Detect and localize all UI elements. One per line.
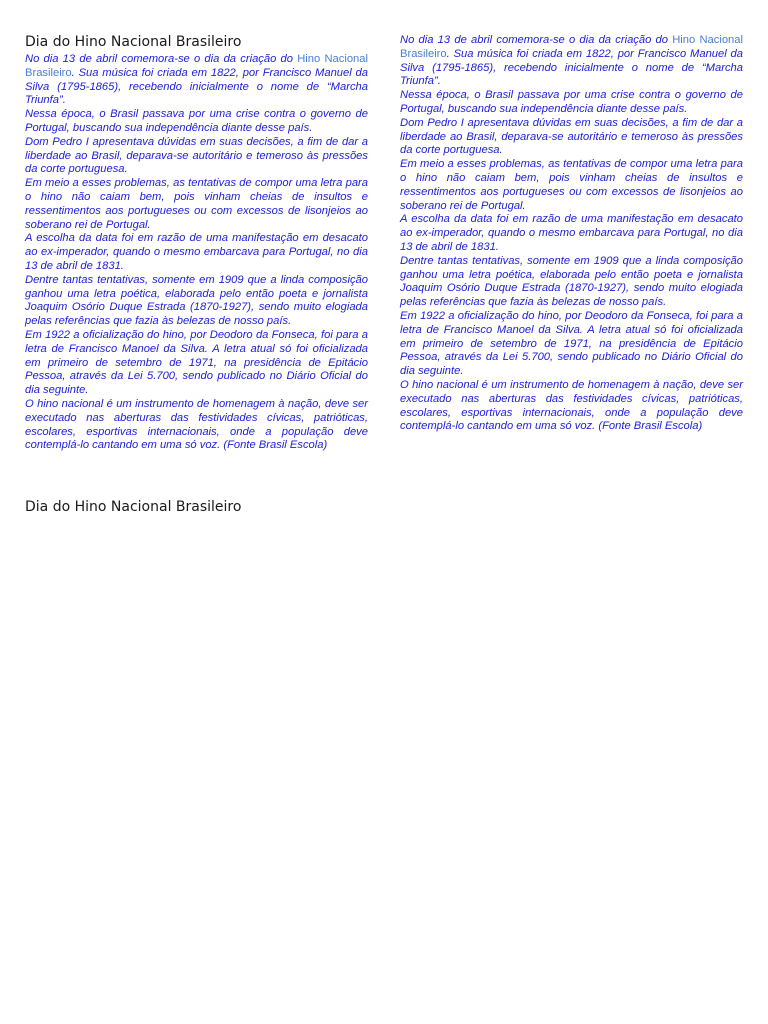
paragraph-8: O hino nacional é um instrumento de homenagem à nação, deve ser executado nas aberturas das festividades cívicas, patrióticas, escolares, esportivas internacionais, onde a população deve contemplá-lo cantando em uma só voz. (Fonte Brasil Escola)	[25, 397, 368, 452]
paragraph-1	[400, 34, 743, 89]
paragraph-6: Dentre tantas tentativas, somente em 1909 que a linda composição ganhou uma letra poética, elaborada pelo então poeta e jornalista Joaquim Osório Duque Estrada (1870-1927), sendo muito elogiada pelas referências que fazia às belezas de nosso país.	[25, 273, 368, 328]
paragraph-7: Em 1922 a oficialização do hino, por Deodoro da Fonseca, foi para a letra de Francisco Manoel da Silva. A letra atual só foi oficializada em primeiro de setembro de 1971, na presidência de Epitácio Pessoa, através da Lei 5.700, sendo publicado no Diário Oficial do dia seguinte.	[25, 328, 368, 397]
hino-link[interactable]: Hino Nacional Brasileiro	[400, 34, 743, 60]
paragraph-7: Em 1922 a oficialização do hino, por Deodoro da Fonseca, foi para a letra de Francisco Manoel da Silva. A letra atual só foi oficializada em primeiro de setembro de 1971, na presidência de Epitácio Pessoa, através da Lei 5.700, sendo publicado no Diário Oficial do dia seguinte.	[400, 309, 743, 378]
p1-text-before: No dia 13 de abril comemora-se o dia da criação do	[25, 53, 298, 65]
article-left	[25, 34, 368, 453]
p1-text-after: . Sua música foi criada em 1822, por Francisco Manuel da Silva (1795-1865), recebendo inicialmente o nome de “Marcha Triunfa”.	[400, 47, 743, 88]
paragraph-1	[25, 53, 368, 108]
article-right	[400, 34, 743, 434]
paragraph-4: Em meio a esses problemas, as tentativas de compor uma letra para o hino não caiam bem, pois vinham cheias de insultos e ressentimentos aos portugueses ou com excessos de lisonjeios ao soberano rei de Portugal.	[25, 177, 368, 231]
p1-text-after: . Sua música foi criada em 1822, por Francisco Manuel da Silva (1795-1865), recebendo inicialmente o nome de “Marcha Triunfa”.	[25, 66, 368, 107]
article-title-2: Dia do Hino Nacional Brasileiro	[25, 499, 242, 515]
paragraph-6: Dentre tantas tentativas, somente em 1909 que a linda composição ganhou uma letra poética, elaborada pelo então poeta e jornalista Joaquim Osório Duque Estrada (1870-1927), sendo muito elogiada pelas referências que fazia às belezas de nosso país.	[400, 254, 743, 309]
paragraph-3: Dom Pedro I apresentava dúvidas em suas decisões, a fim de dar a liberdade ao Brasil, deparava-se autoritário e temeroso às pressões da corte portuguesa.	[25, 135, 368, 176]
paragraph-3: Dom Pedro I apresentava dúvidas em suas decisões, a fim de dar a liberdade ao Brasil, deparava-se autoritário e temeroso às pressões da corte portuguesa.	[400, 116, 743, 157]
hino-link[interactable]: Hino Nacional Brasileiro	[25, 53, 368, 79]
paragraph-5: A escolha da data foi em razão de uma manifestação em desacato ao ex-imperador, quando o mesmo embarcava para Portugal, no dia 13 de abril de 1831.	[400, 213, 743, 253]
paragraph-2: Nessa época, o Brasil passava por uma crise contra o governo de Portugal, buscando sua independência diante desse país.	[400, 89, 743, 115]
paragraph-5: A escolha da data foi em razão de uma manifestação em desacato ao ex-imperador, quando o mesmo embarcava para Portugal, no dia 13 de abril de 1831.	[25, 232, 368, 272]
paragraph-2: Nessa época, o Brasil passava por uma crise contra o governo de Portugal, buscando sua independência diante desse país.	[25, 108, 368, 134]
paragraph-8: O hino nacional é um instrumento de homenagem à nação, deve ser executado nas aberturas das festividades cívicas, patrióticas, escolares, esportivas internacionais, onde a população deve contemplá-lo cantando em uma só voz. (Fonte Brasil Escola)	[400, 378, 743, 433]
paragraph-4: Em meio a esses problemas, as tentativas de compor uma letra para o hino não caiam bem, pois vinham cheias de insultos e ressentimentos aos portugueses ou com excessos de lisonjeios ao soberano rei de Portugal.	[400, 158, 743, 212]
p1-text-before: No dia 13 de abril comemora-se o dia da criação do	[400, 34, 673, 46]
article-title: Dia do Hino Nacional Brasileiro	[25, 34, 242, 50]
